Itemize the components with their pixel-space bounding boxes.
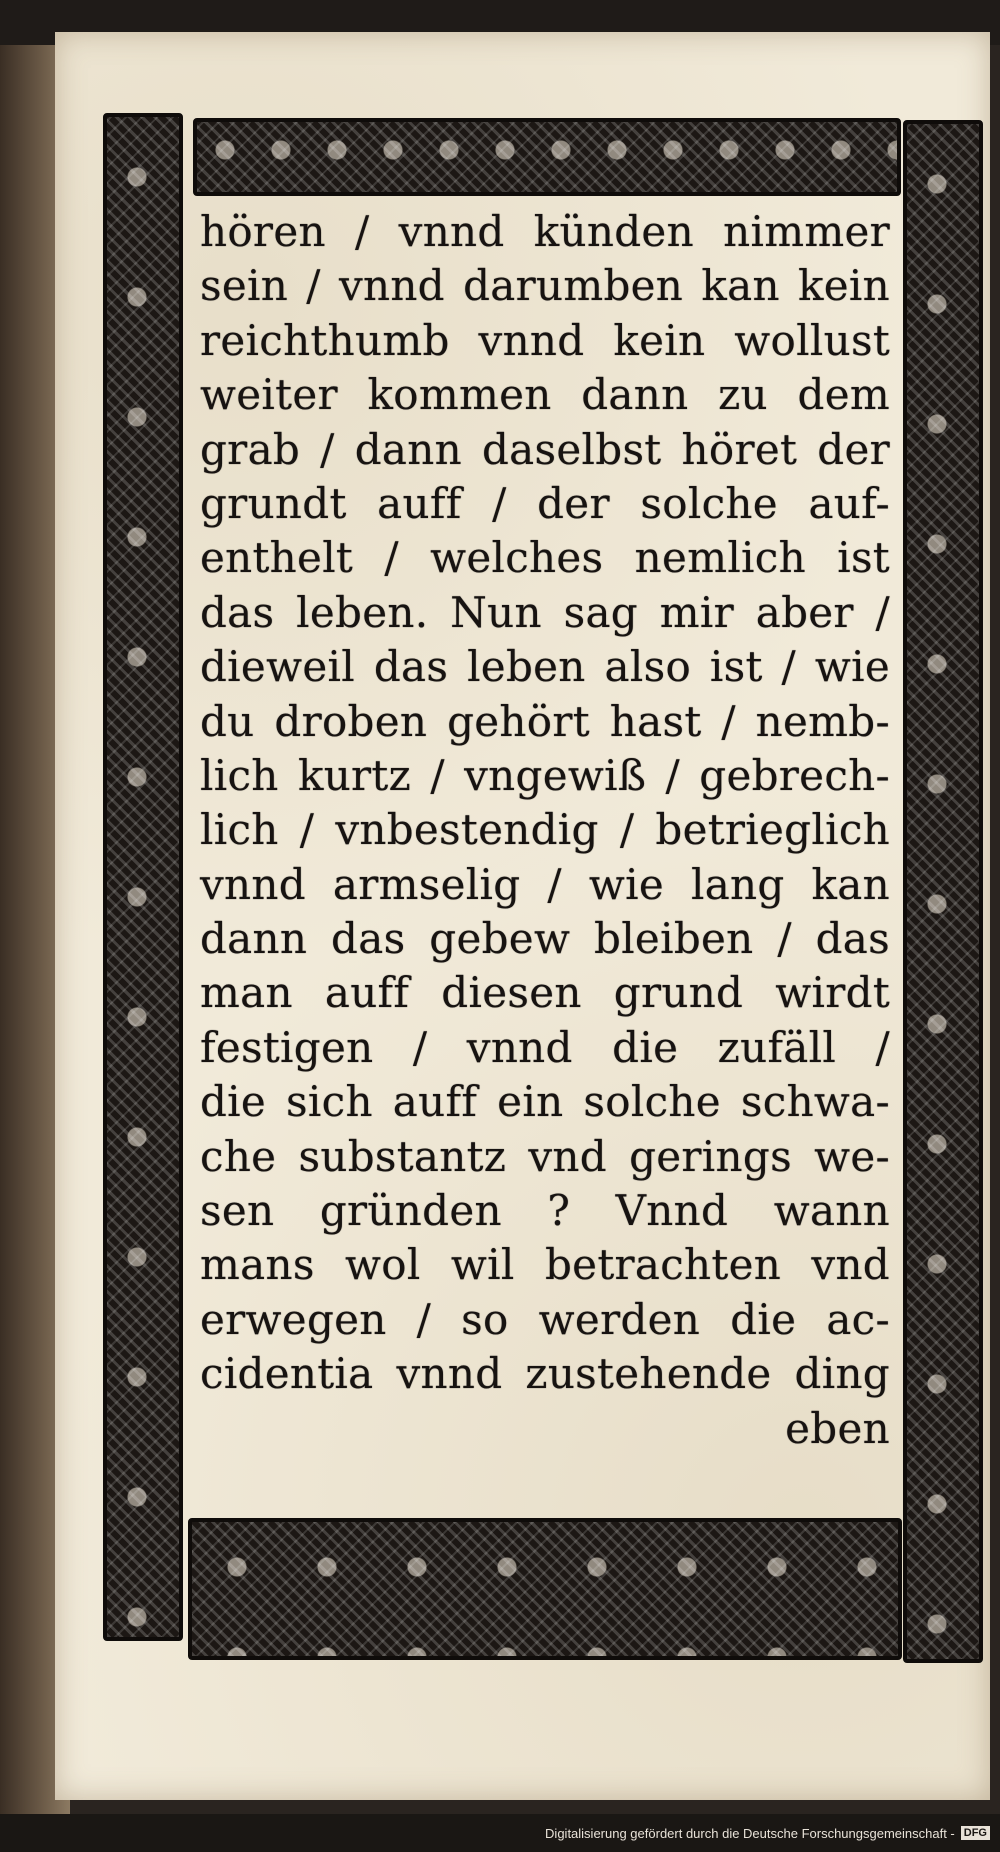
- text-line: die sich auff ein solche schwa-: [200, 1077, 890, 1127]
- text-line: weiter kommen dann zu dem: [200, 370, 890, 420]
- digitization-footer: [0, 1814, 1000, 1852]
- page-text: [200, 205, 890, 1510]
- text-line: lich / vnbestendig / betrieglich: [200, 805, 890, 855]
- text-line: dann das gebew bleiben / das: [200, 914, 890, 964]
- catchword: eben: [785, 1403, 890, 1453]
- text-line: man auff diesen grund wirdt: [200, 968, 890, 1018]
- text-line: lich kurtz / vngewiß / gebrech-: [200, 750, 890, 800]
- text-line: sein / vnnd darumben kan kein: [200, 261, 890, 311]
- ornament-border-top: [193, 118, 901, 196]
- text-line: hören / vnnd künden nimmer: [200, 207, 890, 256]
- footer-credit: Digitalisierung gefördert durch die Deutsche Forschungsgemeinschaft -: [545, 1825, 955, 1841]
- text-line: grab / dann daselbst höret der: [200, 424, 890, 474]
- text-line: dieweil das leben also ist / wie: [200, 642, 890, 692]
- text-line: mans wol wil betrachten vnd: [200, 1240, 890, 1290]
- ornament-border-right: [903, 120, 983, 1663]
- text-line: das leben. Nun sag mir aber /: [200, 587, 890, 637]
- text-line: erwegen / so werden die ac-: [200, 1294, 890, 1344]
- text-line: sen gründen ? Vnnd wann: [200, 1186, 890, 1236]
- ornament-border-bottom: [188, 1518, 902, 1660]
- ornament-border-left: [103, 113, 183, 1641]
- text-line: grundt auff / der solche auf-: [200, 478, 890, 528]
- text-line: du droben gehört hast / nemb-: [200, 696, 890, 746]
- text-line: che substantz vnd gerings we-: [200, 1131, 890, 1181]
- text-line: reichthumb vnnd kein wollust: [200, 315, 890, 365]
- text-line: festigen / vnnd die zufäll /: [200, 1022, 890, 1072]
- text-line: cidentia vnnd zustehende ding: [200, 1349, 890, 1399]
- dfg-logo: DFG: [961, 1826, 990, 1840]
- text-line: vnnd armselig / wie lang kan: [200, 859, 890, 909]
- text-line: enthelt / welches nemlich ist: [200, 533, 890, 583]
